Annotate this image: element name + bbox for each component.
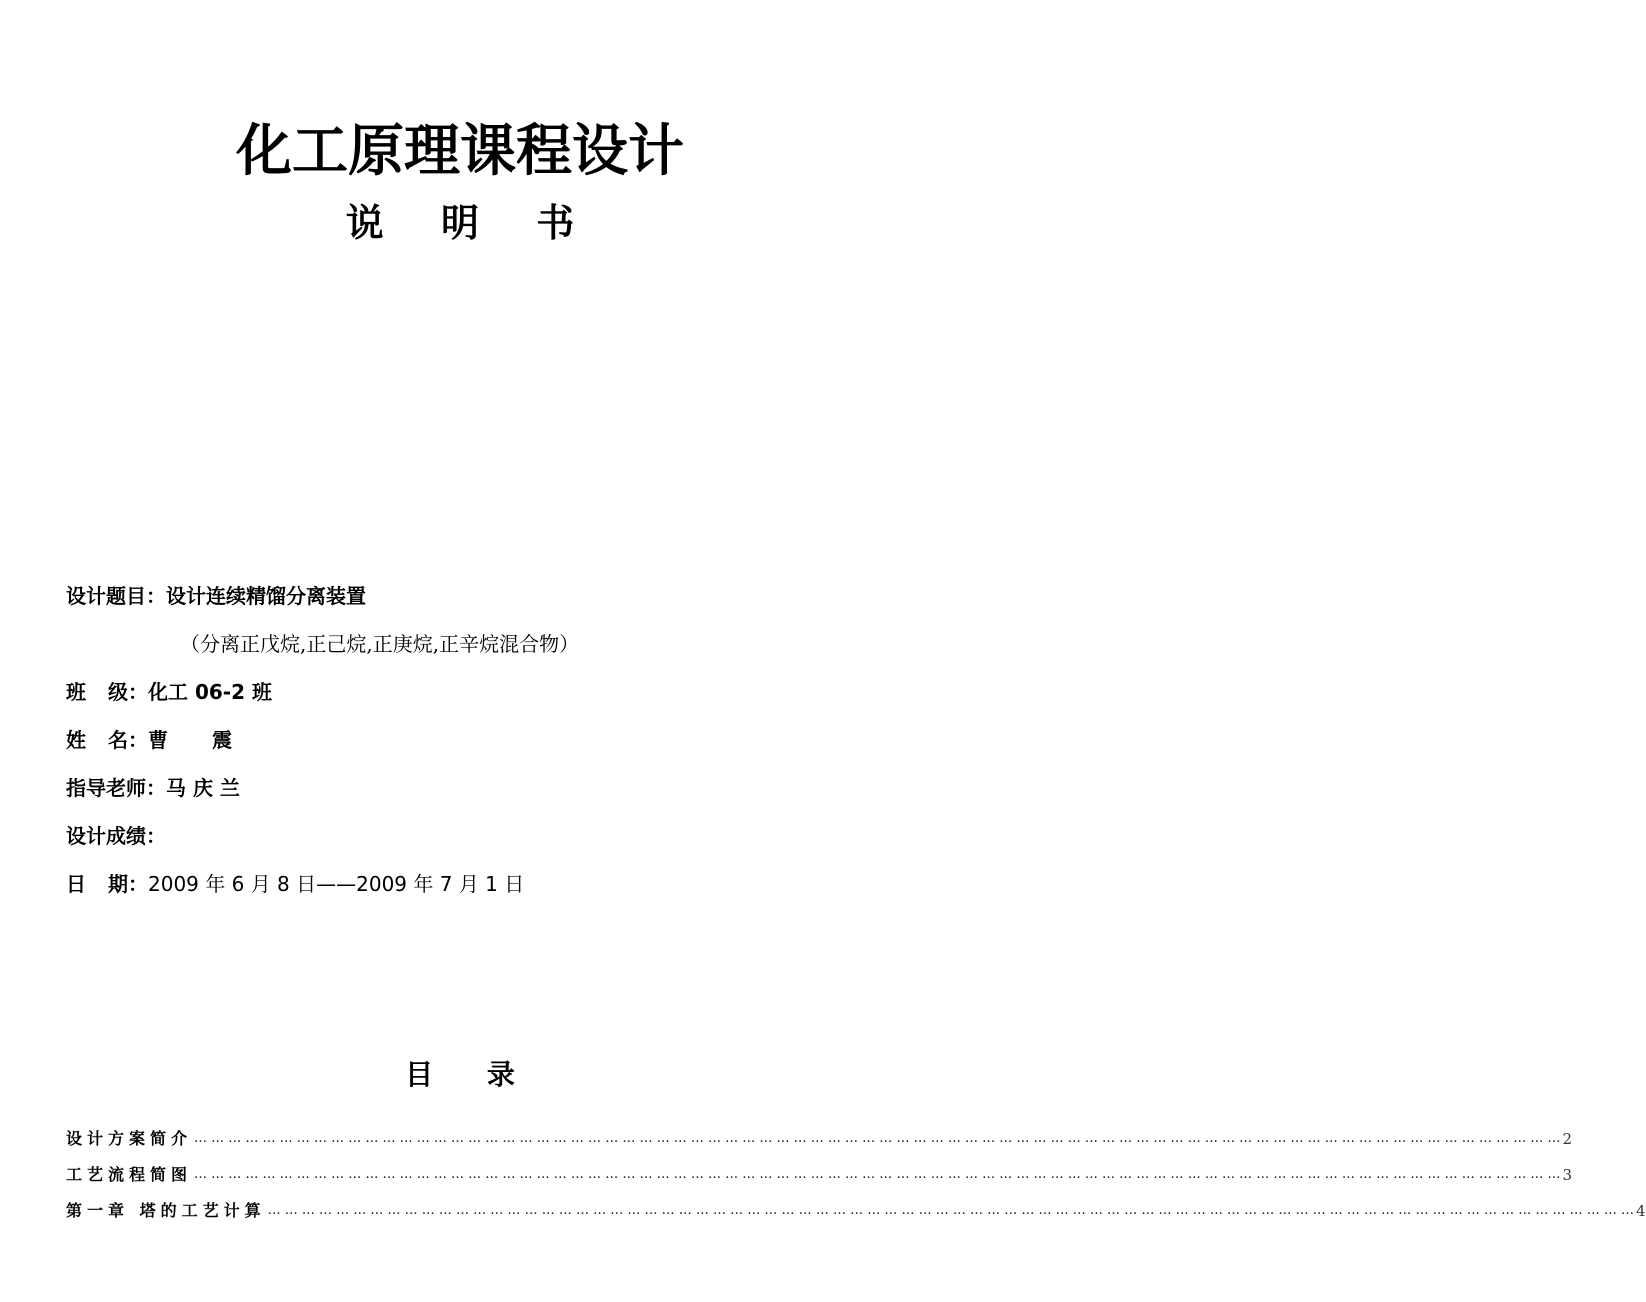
toc-entry-label: 第一章 塔的工艺计算 [66,1201,266,1220]
info-topic [66,583,366,609]
toc-entry-label: 工艺流程简图 [66,1165,193,1184]
toc-entry[interactable] [66,1126,1573,1150]
info-date [66,871,524,897]
toc-title-char: 目 [405,1058,434,1091]
toc-title-char: 录 [486,1058,515,1091]
info-class [66,679,272,705]
topic-value: 设计连续精馏分离装置 [166,584,366,608]
name-label-char: 姓 [66,728,86,752]
grade-label: 设计成绩： [66,824,166,848]
name-value-char: 曹 [148,728,168,752]
info-grade [66,823,166,849]
subtitle-char: 说 [345,200,384,245]
class-label-char: 级 [108,680,128,704]
toc-leader-dots: … … … … … … … … … … … … … … … … … … … … … … … … … … … … … … … … … … … … … … … … … … … … … … … … … … … … … … … … … … … … … … … … … … … … … … … … … … … … … … … … [267,1203,1635,1218]
subtitle-char: 书 [536,200,575,245]
document-subtitle [0,198,920,248]
date-label-char: 期 [108,872,128,896]
name-colon: ： [128,728,148,752]
info-advisor [66,775,240,801]
name-label-char: 名 [108,728,128,752]
class-label-char: 班 [66,680,86,704]
date-colon: ： [128,872,148,896]
advisor-value: 马 庆 兰 [166,776,240,800]
info-name [66,727,232,753]
class-value: 化工 06-2 班 [148,680,272,704]
toc-title [0,1056,920,1094]
advisor-label: 指导老师： [66,776,166,800]
toc-entry-page: 2 [1562,1130,1573,1148]
toc-leader-dots: … … … … … … … … … … … … … … … … … … … … … … … … … … … … … … … … … … … … … … … … … … … … … … … … … … … … … … … … … … … … … … … … … … … … … … … … … … … … … … … … [194,1167,1561,1182]
toc-entry-page: 4 [1636,1202,1646,1220]
name-value-char: 震 [212,728,232,752]
class-colon: ： [128,680,148,704]
topic-note: （分离正戊烷,正己烷,正庚烷,正辛烷混合物） [180,632,580,656]
document-title: 化工原理课程设计 [236,119,684,184]
subtitle-char: 明 [440,200,479,245]
date-value: 2009 年 6 月 8 日——2009 年 7 月 1 日 [148,872,525,896]
toc-entry-page: 3 [1562,1166,1573,1184]
topic-label: 设计题目： [66,584,166,608]
date-label-char: 日 [66,872,86,896]
toc-leader-dots: … … … … … … … … … … … … … … … … … … … … … … … … … … … … … … … … … … … … … … … … … … … … … … … … … … … … … … … … … … … … … … … … … … … … … … … … … … … … … … … … [194,1131,1561,1146]
toc-entry[interactable] [66,1198,1646,1222]
toc-entry-label: 设计方案简介 [66,1129,193,1148]
toc-entry[interactable] [66,1162,1573,1186]
